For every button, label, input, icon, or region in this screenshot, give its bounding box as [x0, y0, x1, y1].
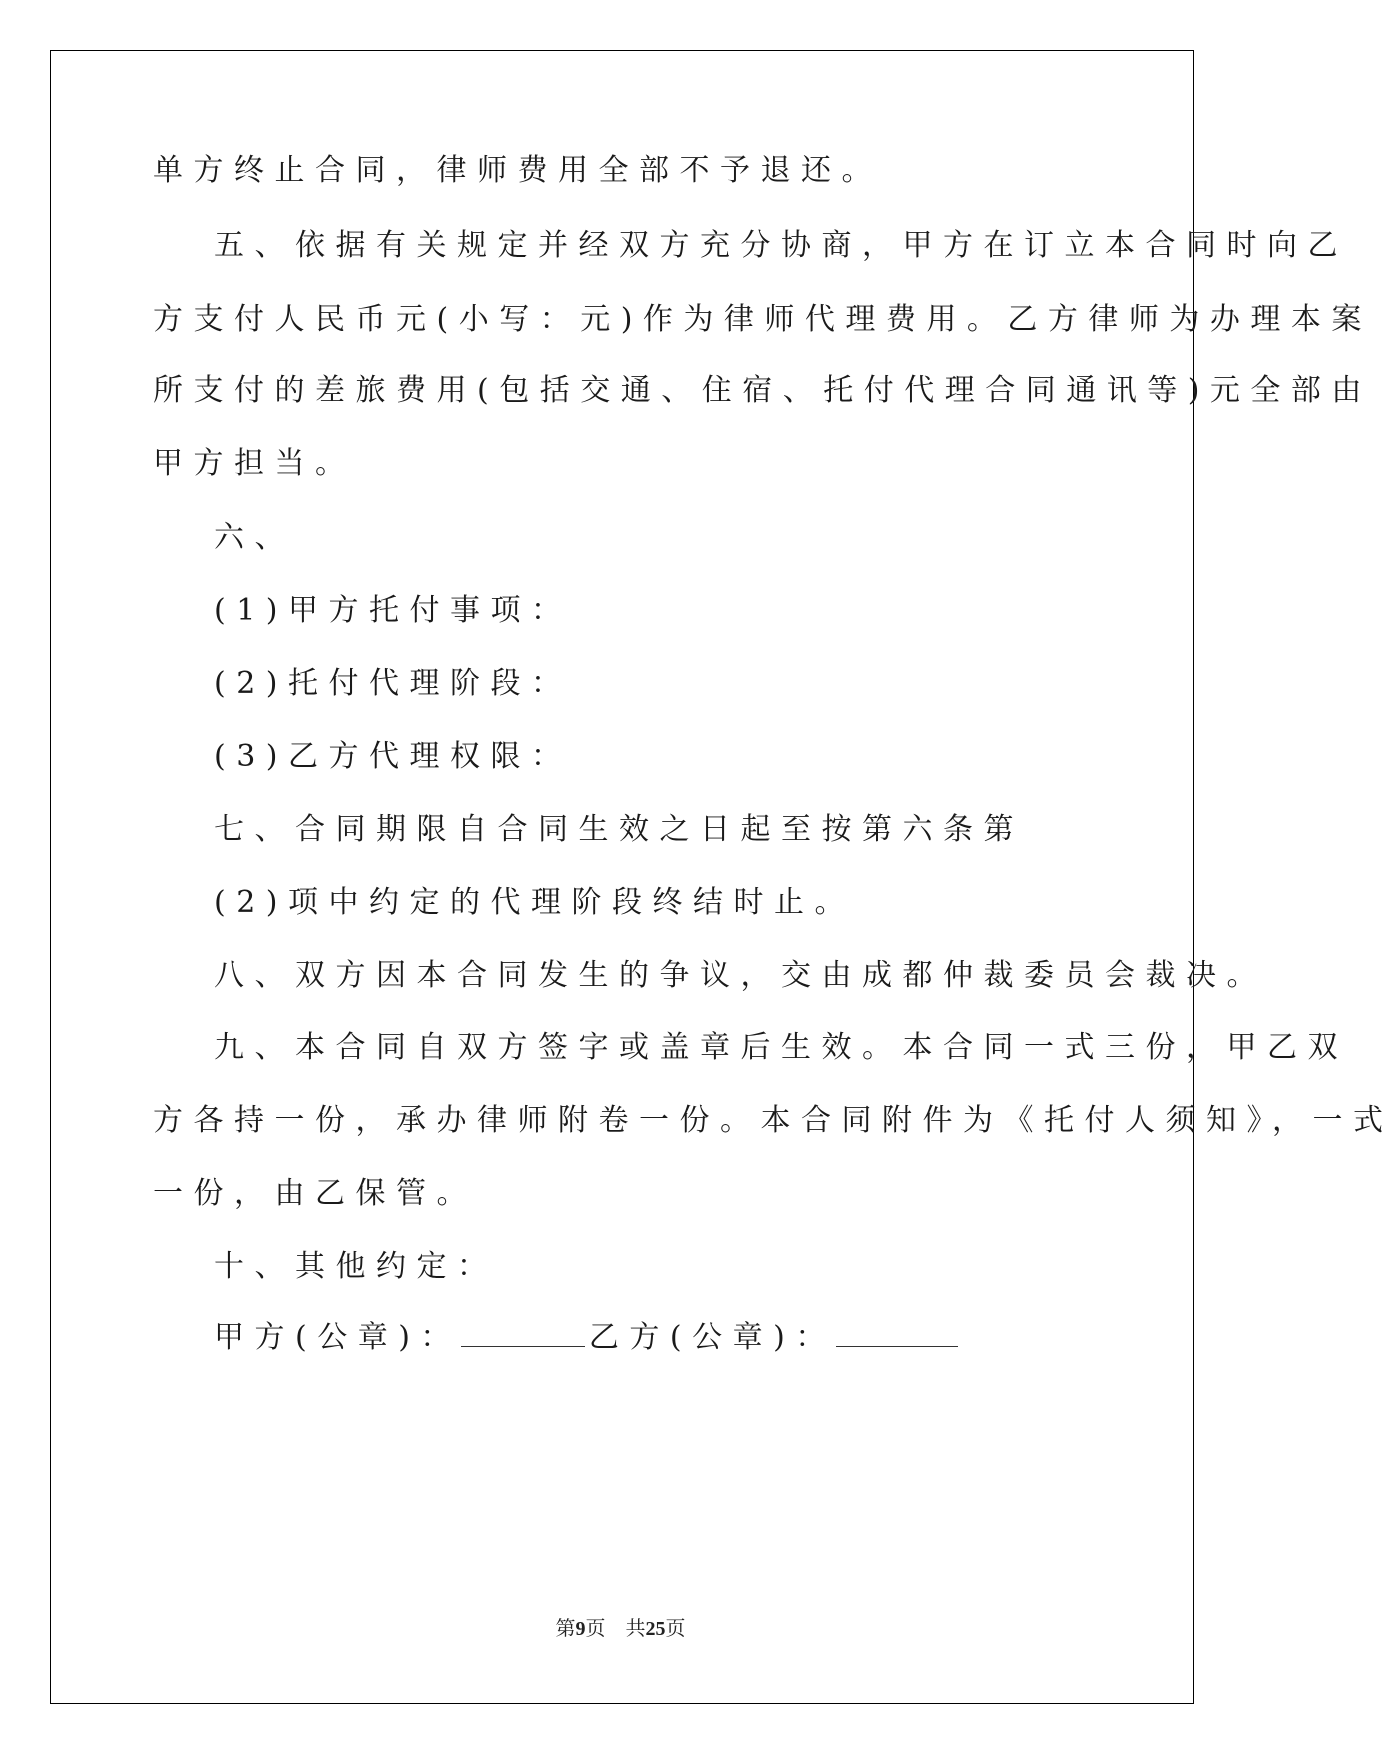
total-pages: 25 [645, 1618, 666, 1640]
page-suffix: 页 [665, 1618, 686, 1640]
clause-5-line: 方支付人民币元(小写：元)作为律师代理费用。乙方律师为办理本案 [153, 302, 1372, 337]
clause-9-line: 方各持一份，承办律师附卷一份。本合同附件为《托付人须知》，一式 [153, 1103, 1394, 1138]
clause-5-line: 五、依据有关规定并经双方充分协商，甲方在订立本合同时向乙 [214, 228, 1348, 263]
page-prefix: 第 [555, 1618, 576, 1640]
paragraph-line: 单方终止合同，律师费用全部不予退还。 [153, 153, 882, 188]
page-number: 9 [575, 1618, 586, 1640]
clause-6-item-3: (3)乙方代理权限： [214, 739, 572, 774]
party-b-seal-label: 乙方(公章)： [588, 1320, 836, 1355]
clause-5-line: 甲方担当。 [153, 446, 356, 481]
page-footer [0, 1612, 1241, 1641]
page-mid: 页 共 [585, 1618, 646, 1640]
clause-6-item-2: (2)托付代理阶段： [214, 666, 572, 701]
clause-6-heading: 六、 [214, 520, 295, 555]
clause-9-line: 九、本合同自双方签字或盖章后生效。本合同一式三份，甲乙双 [214, 1030, 1348, 1065]
clause-6-item-1: (1)甲方托付事项： [214, 593, 572, 628]
clause-10-heading: 十、其他约定： [214, 1249, 498, 1284]
clause-7-line: 七、合同期限自合同生效之日起至按第六条第 [214, 812, 1024, 847]
clause-9-line: 一份，由乙保管。 [153, 1176, 477, 1211]
signature-line [214, 1318, 962, 1358]
clause-5-line: 所支付的差旅费用(包括交通、住宿、托付代理合同通讯等)元全部由 [153, 373, 1372, 408]
party-a-seal-label: 甲方(公章)： [214, 1320, 461, 1355]
clause-7-line: (2)项中约定的代理阶段终结时止。 [214, 885, 855, 920]
page-border [50, 50, 1194, 1704]
clause-8-line: 八、双方因本合同发生的争议，交由成都仲裁委员会裁决。 [214, 958, 1267, 993]
party-b-seal-blank [836, 1318, 958, 1347]
party-a-seal-blank [461, 1318, 585, 1347]
